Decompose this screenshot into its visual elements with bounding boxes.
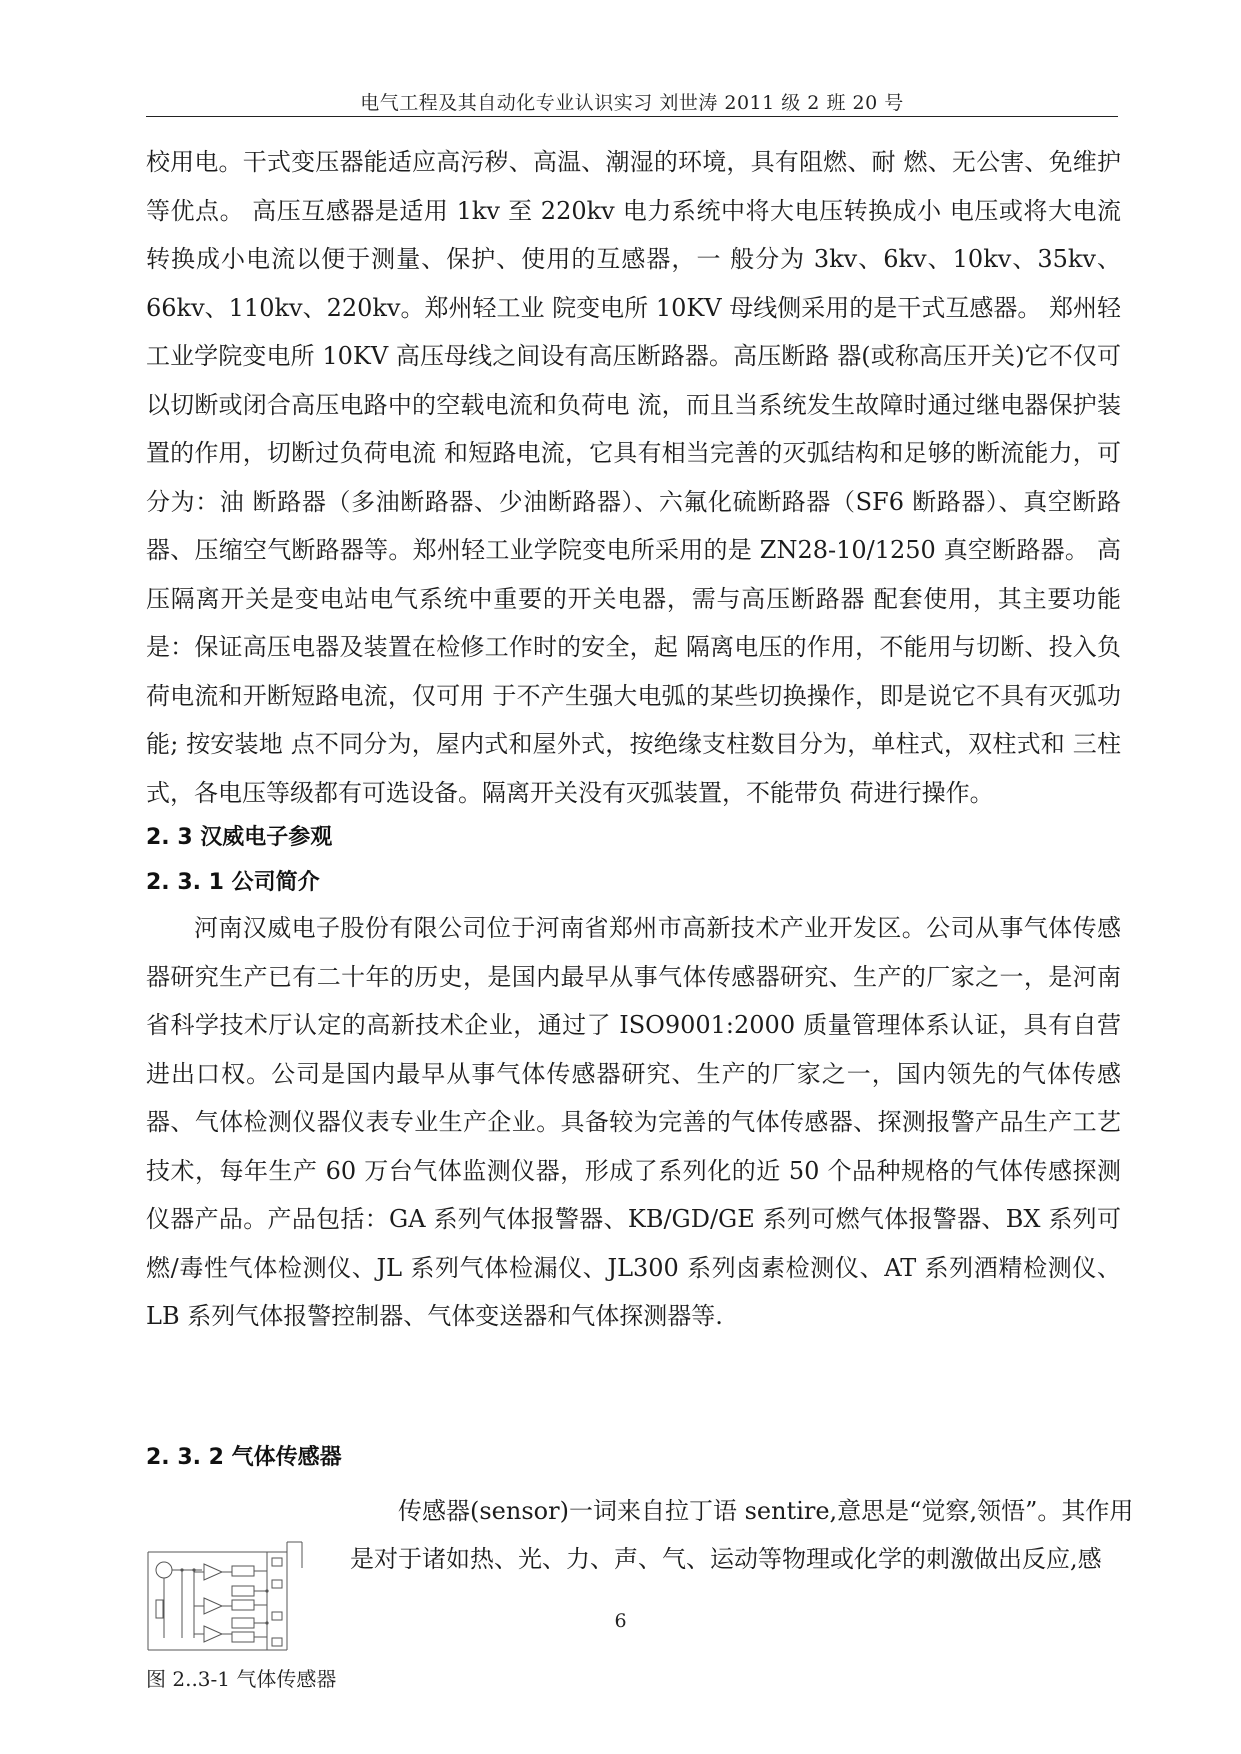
- paragraph-sensor-definition: [350, 1487, 1138, 1583]
- section-heading-2-3-2: 2. 3. 2 气体传感器: [146, 1445, 342, 1470]
- header-rule: [146, 116, 1118, 117]
- gas-sensor-circuit-icon: [142, 1538, 326, 1656]
- section-heading-2-3: 2. 3 汉威电子参观: [146, 825, 333, 850]
- paragraph-company-intro: 河南汉威电子股份有限公司位于河南省郑州市高新技术产业开发区。公司从事气体传感器研究生产已有二十年的历史，是国内最早从事气体传感器研究、生产的厂家之一，是河南省科学技术厅认定的高新技术企业，通过了 ISO9001:2000 质量管理体系认证，具有自营进出口权。公司是国内最早从事气体传感器研究、生产的厂家之一，国内领先的气体传感器、气体检测仪器仪表专业生产企业。具备较为完善的气体传感器、探测报警产品生产工艺技术，每年生产 60 万台气体监测仪器，形成了系列化的近 50 个品种规格的气体传感探测仪器产品。产品包括：GA 系列气体报警器、KB/GD/GE 系列可燃气体报警器、BX 系列可燃/毒性气体检测仪、JL 系列气体检漏仪、JL300 系列卤素检测仪、AT 系列酒精检测仪、LB 系列气体报警控制器、气体变送器和气体探测器等.: [146, 914, 1121, 1330]
- section-heading-2-3-1: 2. 3. 1 公司简介: [146, 870, 320, 895]
- figure-caption: 图 2..3-1 气体传感器: [146, 1667, 337, 1691]
- sensor-text-line-1: 传感器(sensor)一词来自拉丁语 sentire,意思是“觉察,领悟”。其作用: [398, 1497, 1134, 1525]
- sensor-text-line-2: 是对于诸如热、光、力、声、气、运动等物理或化学的刺激做出反应,感: [350, 1545, 1102, 1573]
- paragraph-transformers: 校用电。干式变压器能适应高污秽、高温、潮湿的环境，具有阻燃、耐 燃、无公害、免维护等优点。 高压互感器是适用 1kv 至 220kv 电力系统中将大电压转换成小 电压或将大电流转换成小电流以便于测量、保护、使用的互感器，一 般分为 3kv、6kv、10kv、35kv、66kv、110kv、220kv。郑州轻工业 院变电所 10KV 母线侧采用的是干式互感器。 郑州轻工业学院变电所 10KV 高压母线之间设有高压断路器。高压断路 器(或称高压开关)它不仅可以切断或闭合高压电路中的空载电流和负荷电 流，而且当系统发生故障时通过继电器保护装置的作用，切断过负荷电流 和短路电流，它具有相当完善的灭弧结构和足够的断流能力，可分为：油 断路器（多油断路器、少油断路器）、六氟化硫断路器（SF6 断路器）、真空断路器、压缩空气断路器等。郑州轻工业学院变电所采用的是 ZN28-10/1250 真空断路器。 高压隔离开关是变电站电气系统中重要的开关电器，需与高压断路器 配套使用，其主要功能是：保证高压电器及装置在检修工作时的安全，起 隔离电压的作用，不能用与切断、投入负荷电流和开断短路电流，仅可用 于不产生强大电弧的某些切换操作，即是说它不具有灭弧功能; 按安装地 点不同分为，屋内式和屋外式，按绝缘支柱数目分为，单柱式，双柱式和 三柱式，各电压等级都有可选设备。隔离开关没有灭弧装置，不能带负 荷进行操作。: [146, 148, 1121, 807]
- page-number: 6: [614, 1610, 627, 1632]
- running-header: 电气工程及其自动化专业认识实习 刘世涛 2011 级 2 班 20 号: [360, 92, 904, 114]
